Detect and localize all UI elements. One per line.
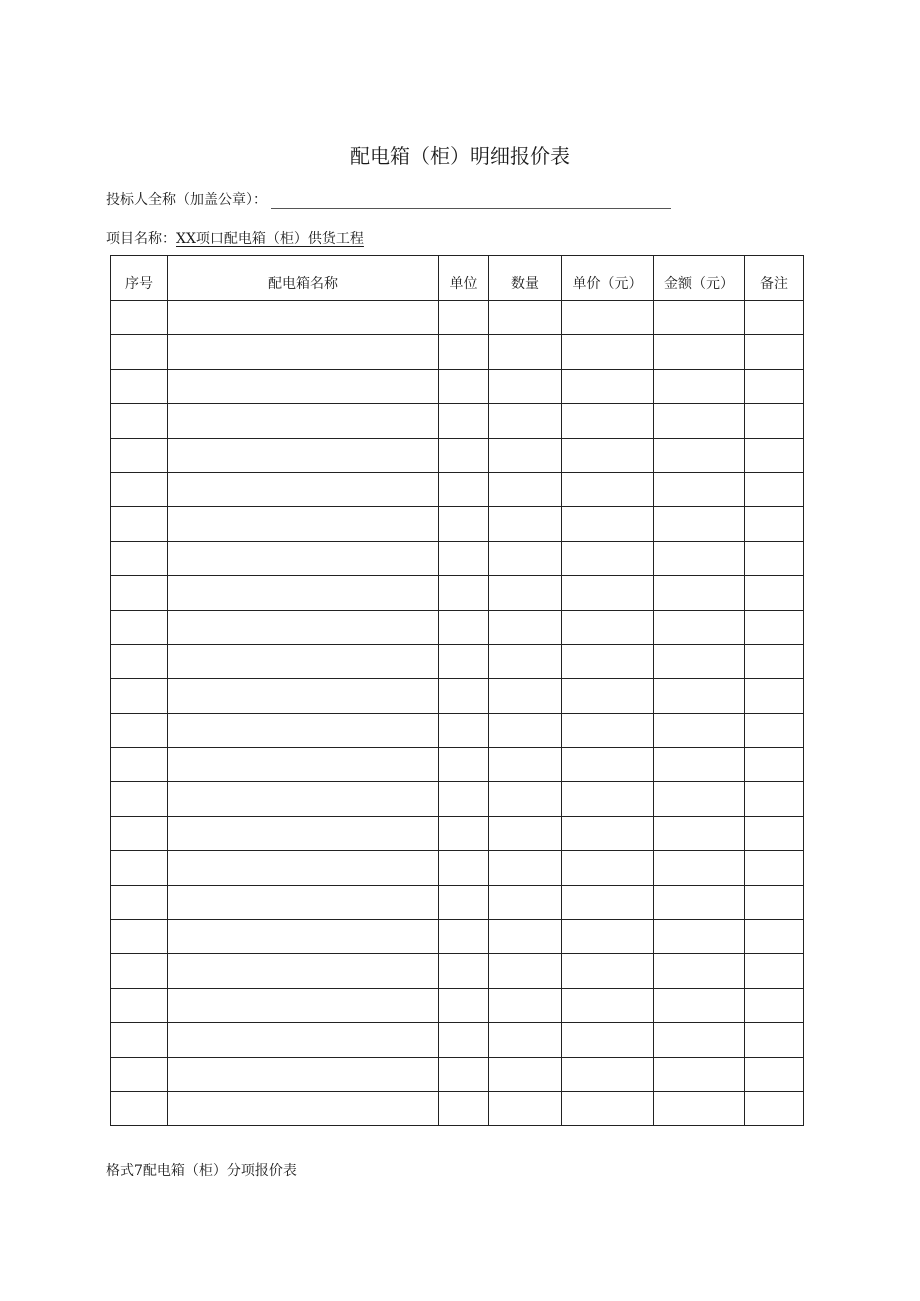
- table-row: [111, 541, 804, 575]
- table-cell[interactable]: [562, 885, 654, 919]
- table-cell[interactable]: [654, 541, 745, 575]
- table-cell[interactable]: [489, 1091, 562, 1125]
- table-row: [111, 851, 804, 885]
- table-cell[interactable]: [654, 438, 745, 472]
- table-cell[interactable]: [439, 748, 489, 782]
- table-cell[interactable]: [562, 1023, 654, 1057]
- table-cell[interactable]: [654, 576, 745, 610]
- table-cell[interactable]: [111, 816, 168, 850]
- table-body: [111, 301, 804, 1126]
- table-cell[interactable]: [439, 1057, 489, 1091]
- table-row: [111, 1023, 804, 1057]
- table-cell[interactable]: [168, 988, 439, 1022]
- table-cell[interactable]: [745, 438, 804, 472]
- table-cell[interactable]: [439, 438, 489, 472]
- table-cell[interactable]: [168, 1091, 439, 1125]
- table-cell[interactable]: [439, 713, 489, 747]
- table-cell[interactable]: [562, 954, 654, 988]
- table-row: [111, 679, 804, 713]
- table-cell[interactable]: [654, 1023, 745, 1057]
- table-cell[interactable]: [654, 851, 745, 885]
- project-line: [106, 228, 364, 248]
- table-cell[interactable]: [111, 541, 168, 575]
- table-row: [111, 988, 804, 1022]
- table-cell[interactable]: [745, 851, 804, 885]
- table-cell[interactable]: [745, 988, 804, 1022]
- table-row: [111, 438, 804, 472]
- table-cell[interactable]: [489, 851, 562, 885]
- table-cell[interactable]: [562, 816, 654, 850]
- page-title: 配电箱（柜）明细报价表: [350, 144, 570, 168]
- table-row: [111, 1057, 804, 1091]
- table-cell[interactable]: [489, 576, 562, 610]
- table-cell[interactable]: [489, 816, 562, 850]
- table-cell[interactable]: [654, 954, 745, 988]
- table-cell[interactable]: [111, 1023, 168, 1057]
- table-cell[interactable]: [168, 507, 439, 541]
- table-row: [111, 954, 804, 988]
- table-cell[interactable]: [439, 472, 489, 506]
- table-cell[interactable]: [489, 404, 562, 438]
- table-cell[interactable]: [489, 438, 562, 472]
- table-cell[interactable]: [111, 301, 168, 335]
- table-cell[interactable]: [439, 541, 489, 575]
- table-cell[interactable]: [439, 920, 489, 954]
- table-cell[interactable]: [439, 507, 489, 541]
- table-cell[interactable]: [111, 713, 168, 747]
- header-index: 序号: [111, 256, 168, 301]
- table-cell[interactable]: [168, 1057, 439, 1091]
- table-cell[interactable]: [439, 1023, 489, 1057]
- table-cell[interactable]: [489, 644, 562, 678]
- table-cell[interactable]: [654, 885, 745, 919]
- table-cell[interactable]: [745, 920, 804, 954]
- table-cell[interactable]: [745, 816, 804, 850]
- table-cell[interactable]: [439, 679, 489, 713]
- table-row: [111, 816, 804, 850]
- table-cell[interactable]: [168, 438, 439, 472]
- table-cell[interactable]: [562, 988, 654, 1022]
- table-cell[interactable]: [489, 885, 562, 919]
- table-cell[interactable]: [168, 816, 439, 850]
- table-cell[interactable]: [654, 301, 745, 335]
- table-cell[interactable]: [439, 576, 489, 610]
- table-cell[interactable]: [562, 748, 654, 782]
- table-cell[interactable]: [562, 851, 654, 885]
- table-row: [111, 610, 804, 644]
- table-cell[interactable]: [654, 369, 745, 403]
- header-quantity: 数量: [489, 256, 562, 301]
- table-cell[interactable]: [745, 679, 804, 713]
- table-cell[interactable]: [168, 713, 439, 747]
- table-cell[interactable]: [111, 576, 168, 610]
- table-cell[interactable]: [654, 404, 745, 438]
- table-cell[interactable]: [562, 610, 654, 644]
- header-box-name: 配电箱名称: [168, 256, 439, 301]
- table-cell[interactable]: [168, 610, 439, 644]
- table-cell[interactable]: [489, 679, 562, 713]
- table-cell[interactable]: [111, 851, 168, 885]
- table-cell[interactable]: [111, 507, 168, 541]
- table-cell[interactable]: [745, 301, 804, 335]
- table-row: [111, 1091, 804, 1125]
- table-cell[interactable]: [111, 1057, 168, 1091]
- table-row: [111, 920, 804, 954]
- table-row: [111, 713, 804, 747]
- table-cell[interactable]: [168, 576, 439, 610]
- table-cell[interactable]: [489, 335, 562, 369]
- table-cell[interactable]: [489, 1057, 562, 1091]
- table-cell[interactable]: [745, 1057, 804, 1091]
- table-cell[interactable]: [489, 541, 562, 575]
- footer-note: 格式7配电箱（柜）分项报价表: [106, 1163, 297, 1179]
- header-unit-price: 单价（元）: [562, 256, 654, 301]
- table-cell[interactable]: [168, 541, 439, 575]
- table-cell[interactable]: [745, 369, 804, 403]
- table-cell[interactable]: [654, 816, 745, 850]
- table-cell[interactable]: [745, 610, 804, 644]
- table-cell[interactable]: [745, 782, 804, 816]
- table-cell[interactable]: [745, 541, 804, 575]
- table-cell[interactable]: [439, 301, 489, 335]
- table-cell[interactable]: [111, 644, 168, 678]
- table-row: [111, 885, 804, 919]
- table-row: [111, 335, 804, 369]
- table-cell[interactable]: [168, 335, 439, 369]
- table-cell[interactable]: [654, 920, 745, 954]
- table-cell[interactable]: [168, 851, 439, 885]
- table-row: [111, 576, 804, 610]
- table-cell[interactable]: [489, 1023, 562, 1057]
- table-row: [111, 301, 804, 335]
- table-cell[interactable]: [745, 404, 804, 438]
- table-cell[interactable]: [562, 438, 654, 472]
- table-cell[interactable]: [439, 885, 489, 919]
- table-cell[interactable]: [745, 1091, 804, 1125]
- table-cell[interactable]: [654, 507, 745, 541]
- table-row: [111, 507, 804, 541]
- table-cell[interactable]: [439, 1091, 489, 1125]
- table-cell[interactable]: [489, 507, 562, 541]
- table-cell[interactable]: [489, 369, 562, 403]
- table-cell[interactable]: [654, 1057, 745, 1091]
- table-cell[interactable]: [654, 610, 745, 644]
- table-cell[interactable]: [168, 369, 439, 403]
- bidder-line: [106, 189, 671, 209]
- table-cell[interactable]: [168, 748, 439, 782]
- header-remarks: 备注: [745, 256, 804, 301]
- table-cell[interactable]: [439, 610, 489, 644]
- table-cell[interactable]: [745, 748, 804, 782]
- table-cell[interactable]: [439, 335, 489, 369]
- bidder-label: 投标人全称（加盖公章）：: [106, 192, 267, 208]
- table-cell[interactable]: [562, 472, 654, 506]
- table-cell[interactable]: [654, 713, 745, 747]
- table-cell[interactable]: [168, 404, 439, 438]
- header-amount: 金额（元）: [654, 256, 745, 301]
- table-cell[interactable]: [562, 301, 654, 335]
- table-row: [111, 782, 804, 816]
- quote-table: [110, 255, 804, 1126]
- table-cell[interactable]: [562, 404, 654, 438]
- table-cell[interactable]: [168, 885, 439, 919]
- project-name: XX项口配电箱（柜）供货工程: [176, 231, 364, 247]
- table-cell[interactable]: [654, 1091, 745, 1125]
- table-cell[interactable]: [562, 644, 654, 678]
- table-cell[interactable]: [111, 885, 168, 919]
- table-cell[interactable]: [168, 954, 439, 988]
- table-cell[interactable]: [654, 335, 745, 369]
- table-cell[interactable]: [111, 954, 168, 988]
- table-cell[interactable]: [439, 816, 489, 850]
- table-cell[interactable]: [745, 954, 804, 988]
- table-cell[interactable]: [562, 679, 654, 713]
- table-cell[interactable]: [111, 679, 168, 713]
- table-row: [111, 644, 804, 678]
- table-cell[interactable]: [654, 748, 745, 782]
- table-cell[interactable]: [111, 920, 168, 954]
- table-cell[interactable]: [168, 920, 439, 954]
- table-cell[interactable]: [439, 369, 489, 403]
- table-cell[interactable]: [562, 713, 654, 747]
- table-row: [111, 748, 804, 782]
- table-cell[interactable]: [562, 782, 654, 816]
- table-cell[interactable]: [111, 369, 168, 403]
- table-cell[interactable]: [562, 920, 654, 954]
- table-cell[interactable]: [439, 644, 489, 678]
- table-cell[interactable]: [489, 610, 562, 644]
- project-label: 项目名称：: [106, 231, 176, 247]
- table-cell[interactable]: [168, 679, 439, 713]
- table-cell[interactable]: [111, 782, 168, 816]
- table-cell[interactable]: [489, 713, 562, 747]
- table-cell[interactable]: [562, 1057, 654, 1091]
- table-cell[interactable]: [745, 576, 804, 610]
- table-cell[interactable]: [168, 472, 439, 506]
- table-row: [111, 472, 804, 506]
- bidder-name-blank[interactable]: [271, 194, 671, 209]
- table-cell[interactable]: [168, 644, 439, 678]
- table-cell[interactable]: [489, 301, 562, 335]
- table-cell[interactable]: [745, 713, 804, 747]
- table-cell[interactable]: [745, 885, 804, 919]
- table-cell[interactable]: [745, 1023, 804, 1057]
- table-cell[interactable]: [654, 988, 745, 1022]
- table-cell[interactable]: [745, 507, 804, 541]
- table-cell[interactable]: [489, 782, 562, 816]
- table-cell[interactable]: [745, 472, 804, 506]
- table-cell[interactable]: [439, 988, 489, 1022]
- table-cell[interactable]: [111, 610, 168, 644]
- table-row: [111, 369, 804, 403]
- table-cell[interactable]: [111, 472, 168, 506]
- table-cell[interactable]: [439, 404, 489, 438]
- table-cell[interactable]: [489, 748, 562, 782]
- table-cell[interactable]: [562, 369, 654, 403]
- table-cell[interactable]: [489, 954, 562, 988]
- table-cell[interactable]: [111, 335, 168, 369]
- table-cell[interactable]: [489, 472, 562, 506]
- table-cell[interactable]: [562, 576, 654, 610]
- table-cell[interactable]: [489, 988, 562, 1022]
- table-cell[interactable]: [489, 920, 562, 954]
- table-cell[interactable]: [562, 1091, 654, 1125]
- table-cell[interactable]: [654, 782, 745, 816]
- table-cell[interactable]: [111, 988, 168, 1022]
- table-cell[interactable]: [562, 507, 654, 541]
- table-header-row: [111, 256, 804, 301]
- table-cell[interactable]: [168, 782, 439, 816]
- table-cell[interactable]: [439, 782, 489, 816]
- table-cell[interactable]: [168, 1023, 439, 1057]
- table-cell[interactable]: [111, 404, 168, 438]
- table-cell[interactable]: [562, 541, 654, 575]
- table-cell[interactable]: [654, 644, 745, 678]
- table-cell[interactable]: [745, 644, 804, 678]
- table-cell[interactable]: [439, 954, 489, 988]
- table-cell[interactable]: [562, 335, 654, 369]
- table-cell[interactable]: [111, 438, 168, 472]
- table-cell[interactable]: [111, 1091, 168, 1125]
- table-row: [111, 404, 804, 438]
- table-cell[interactable]: [654, 679, 745, 713]
- table-cell[interactable]: [111, 748, 168, 782]
- table-cell[interactable]: [168, 301, 439, 335]
- table-cell[interactable]: [745, 335, 804, 369]
- table-cell[interactable]: [654, 472, 745, 506]
- header-unit: 单位: [439, 256, 489, 301]
- table-cell[interactable]: [439, 851, 489, 885]
